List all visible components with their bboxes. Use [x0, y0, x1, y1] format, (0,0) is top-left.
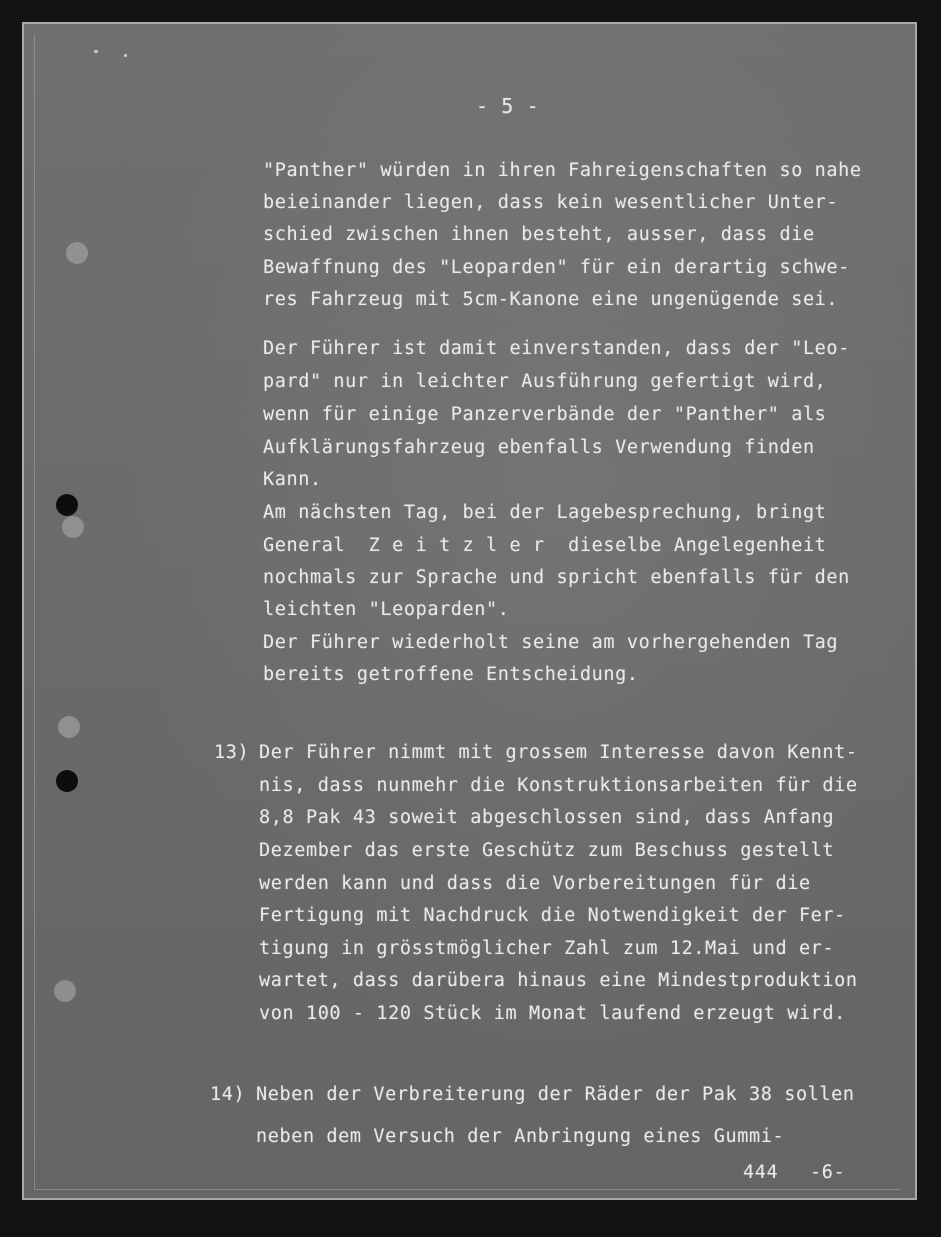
text-line: Aufklärungsfahrzeug ebenfalls Verwendung finden — [263, 437, 815, 458]
text-line: Der Führer ist damit einverstanden, dass der "Leo- — [263, 338, 850, 359]
text-line: Kann. — [263, 469, 322, 490]
text-line: wenn für einige Panzerverbände der "Panther" als — [263, 404, 827, 425]
text-line: Dezember das erste Geschütz zum Beschuss gestellt — [259, 840, 835, 861]
item-13-text — [259, 742, 858, 1024]
text-line: pard" nur in leichter Ausführung gefertigt wird, — [263, 371, 827, 392]
text-line: 8,8 Pak 43 soweit abgeschlossen sind, dass Anfang — [259, 807, 835, 828]
folio-number: 444 — [743, 1162, 779, 1183]
text-line: werden kann und dass die Vorbereitungen für die — [259, 873, 811, 894]
punch-hole-icon — [58, 716, 80, 738]
next-page-marker: -6- — [810, 1162, 846, 1183]
text-line: Bewaffnung des "Leoparden" für ein derartig schwe- — [263, 257, 850, 278]
text-line: Der Führer wiederholt seine am vorhergehenden Tag — [263, 632, 839, 653]
text-line: "Panther" würden in ihren Fahreigenschaften so nahe — [263, 160, 862, 181]
text-line: schied zwischen ihnen besteht, ausser, dass die — [263, 224, 815, 245]
text-line: General Z e i t z l e r dieselbe Angelegenheit — [263, 535, 827, 556]
page-number: - 5 - — [476, 94, 540, 118]
punch-hole-icon — [56, 770, 78, 792]
punch-hole-icon — [62, 516, 84, 538]
text-line: leichten "Leoparden". — [263, 599, 510, 620]
paragraph-1 — [263, 160, 862, 310]
text-line: nochmals zur Sprache und spricht ebenfalls für den — [263, 567, 850, 588]
paragraph-2 — [263, 338, 850, 685]
item-14-label: 14) — [210, 1084, 246, 1105]
text-line: nis, dass nunmehr die Konstruktionsarbeiten für die — [259, 775, 858, 796]
text-line: beieinander liegen, dass kein wesentlicher Unter- — [263, 192, 839, 213]
item-14-text — [256, 1084, 855, 1168]
text-line: neben dem Versuch der Anbringung eines Gummi- — [256, 1126, 785, 1147]
text-line: Am nächsten Tag, bei der Lagebesprechung, bringt — [263, 502, 827, 523]
text-line: res Fahrzeug mit 5cm-Kanone eine ungenügende sei. — [263, 289, 839, 310]
punch-hole-icon — [56, 494, 78, 516]
text-line: Fertigung mit Nachdruck die Notwendigkeit der Fer- — [259, 905, 846, 926]
text-line: von 100 - 120 Stück im Monat laufend erzeugt wird. — [259, 1003, 846, 1024]
text-line: bereits getroffene Entscheidung. — [263, 664, 639, 685]
speck-mark — [124, 54, 127, 57]
text-line: wartet, dass darübera hinaus eine Mindestproduktion — [259, 970, 858, 991]
punch-hole-icon — [54, 980, 76, 1002]
text-line: Neben der Verbreiterung der Räder der Pak 38 sollen — [256, 1084, 855, 1105]
item-13-label: 13) — [214, 742, 250, 763]
text-line: tigung in grösstmöglicher Zahl zum 12.Mai und er- — [259, 938, 835, 959]
text-line: Der Führer nimmt mit grossem Interesse davon Kennt- — [259, 742, 858, 763]
punch-hole-icon — [66, 242, 88, 264]
speck-mark — [94, 50, 98, 53]
